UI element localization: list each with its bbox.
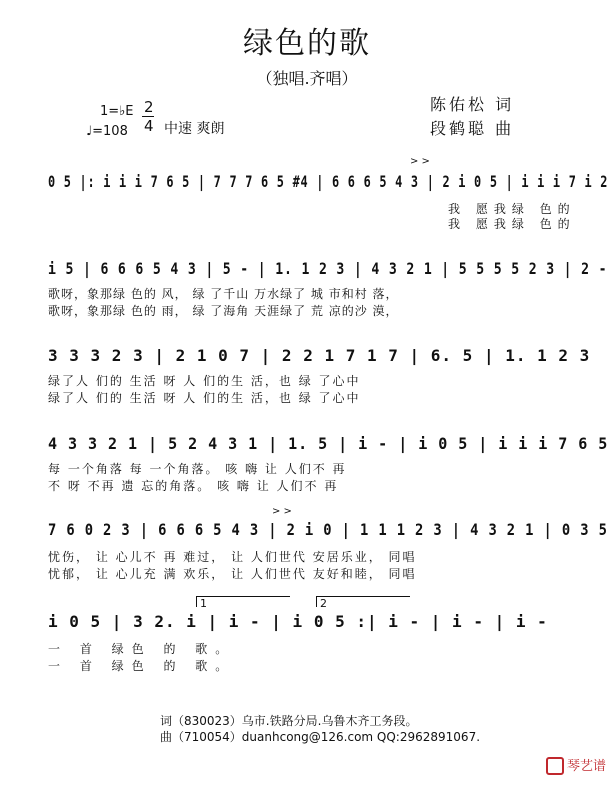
first-ending: 1 [196, 596, 290, 607]
line-3-lyrics-verse-1: 绿了人 们的 生活 呀 人 们的生 活，也 绿 了心中 [48, 374, 361, 388]
score-line-6-notes: i 0 5 | 3 2. i | i - | i 0 5 :| i - | i - | i - [48, 612, 548, 631]
score-line-3-notes: 3 3 3 2 3 | 2 1 0 7 | 2 2 1 7 1 7 | 6. 5 | 1. 1 2 3 [48, 346, 591, 365]
line-2-lyrics-verse-1: 歌呀，象那绿 色的 风， 绿 了千山 万水绿了 城 市和村 落， [48, 287, 399, 301]
composer-credit: 段鹤聪 曲 [430, 119, 515, 138]
time-signature-top: 2 [144, 98, 154, 116]
composer-contact: 曲（710054）duanhcong@126.com QQ:2962891067. [160, 730, 481, 744]
line-2-lyrics-verse-2: 歌呀，象那绿 色的 雨， 绿 了海角 天涯绿了 荒 凉的沙 漠， [48, 304, 399, 318]
logo-icon [546, 757, 564, 775]
line-4-lyrics-verse-2: 不 呀 不再 遗 忘的角落。 咳 嗨 让 人们不 再 [48, 479, 339, 493]
score-line-3 [48, 346, 591, 368]
accent-marks: > > [272, 506, 292, 517]
line-6-lyrics-verse-2: 一 首 绿色 的 歌。 [48, 659, 236, 673]
score-line-5 [48, 520, 608, 542]
logo-text: 琴艺谱 [566, 758, 606, 774]
line-5-lyrics-verse-2: 忧郁， 让 心儿充 满 欢乐， 让 人们世代 友好和睦， 同唱 [48, 567, 417, 581]
lyricist-credit: 陈佑松 词 [430, 95, 515, 114]
site-logo [546, 755, 606, 776]
score-line-2 [48, 259, 608, 281]
score-line-1-notes: 0 5 |: i i i 7 6 5 | 7 7 7 6 5 #4 | 6 6 6 5 4 3 | 2 i 0 5 | i i i 7 i 2 [48, 172, 609, 191]
line-1-lyrics-verse-2: 我 愿我绿 色的 [448, 217, 576, 231]
song-title: 绿色的歌 [243, 26, 371, 61]
score-line-5-notes: 7 6 0 2 3 | 6 6 6 5 4 3 | 2 i 0 | 1 1 1 2 3 | 4 3 2 1 | 0 3 5 [48, 520, 608, 539]
line-1-lyrics-verse-1: 我 愿我绿 色的 [448, 202, 576, 216]
second-ending: 2 [316, 596, 410, 607]
score-line-2-notes: i 5 | 6 6 6 5 4 3 | 5 - | 1. 1 2 3 | 4 3 2 1 | 5 5 5 5 2 3 | 2 - [48, 259, 608, 278]
line-4-lyrics-verse-1: 每 一个角落 每 一个角落。 咳 嗨 让 人们不 再 [48, 462, 347, 476]
score-line-4-notes: 4 3 3 2 1 | 5 2 4 3 1 | 1. 5 | i - | i 0 5 | i i i 7 6 5 [48, 434, 609, 453]
accent-marks: > > [410, 156, 430, 167]
score-line-4 [48, 434, 609, 456]
lyricist-contact: 词（830023）乌市.铁路分局.乌鲁木齐工务段。 [160, 714, 418, 728]
line-3-lyrics-verse-2: 绿了人 们的 生活 呀 人 们的生 活，也 绿 了心中 [48, 391, 361, 405]
time-signature-bottom: 4 [144, 117, 154, 135]
tempo-expression: 中速 爽朗 [164, 121, 225, 137]
score-line-1 [48, 172, 609, 194]
line-6-lyrics-verse-1: 一 首 绿色 的 歌。 [48, 642, 236, 656]
song-subtitle: （独唱.齐唱） [256, 69, 358, 88]
metronome-mark: ♩=108 [86, 124, 128, 139]
key-signature: 1=♭E [100, 104, 134, 119]
line-5-lyrics-verse-1: 忧伤， 让 心儿不 再 难过， 让 人们世代 安居乐业， 同唱 [48, 550, 417, 564]
score-line-6 [48, 612, 568, 634]
